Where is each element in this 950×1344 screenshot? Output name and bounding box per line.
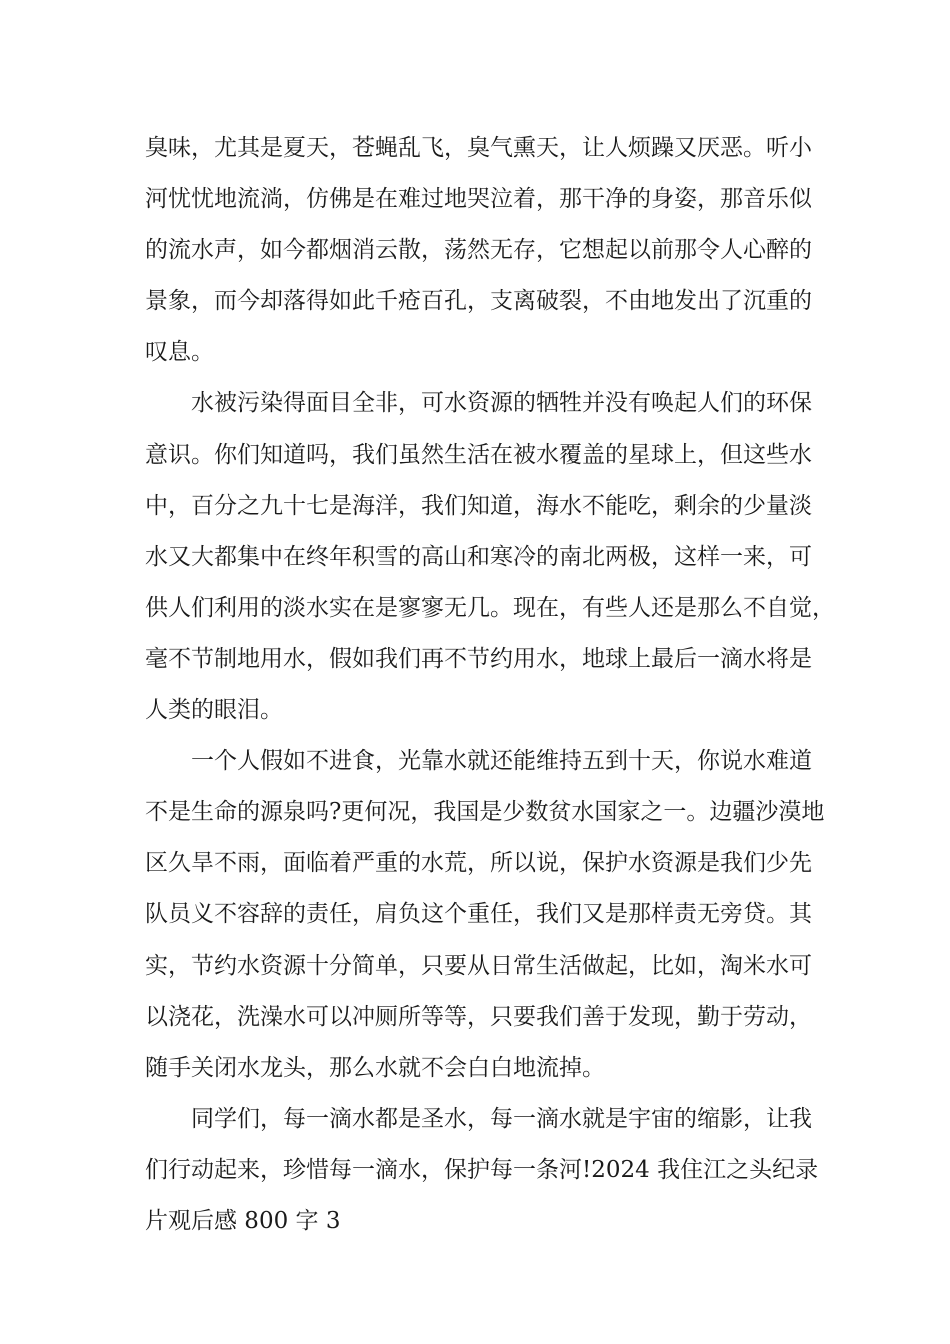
text-line: 片观后感 800 字 3: [145, 1207, 341, 1234]
document-body: [145, 123, 835, 1247]
text-line: 不是生命的源泉吗?更何况，我国是少数贫水国家之一。边疆沙漠地: [145, 799, 825, 826]
text-line: 以浇花，洗澡水可以冲厕所等等，只要我们善于发现，勤于劳动，: [145, 1003, 812, 1030]
text-line: 臭味，尤其是夏天，苍蝇乱飞，臭气熏天，让人烦躁又厌恶。听小: [145, 135, 812, 161]
text-line: 随手关闭水龙头，那么水就不会白白地流掉。: [145, 1054, 605, 1081]
paragraph-1: [145, 123, 812, 378]
text-line: 叹息。: [145, 339, 214, 366]
text-line: 供人们利用的淡水实在是寥寥无几。现在，有些人还是那么不自觉，: [145, 594, 835, 621]
text-line: 同学们，每一滴水都是圣水，每一滴水就是宇宙的缩影，让我: [191, 1105, 812, 1132]
text-line: 河忧忧地流淌，仿佛是在难过地哭泣着，那干净的身姿，那音乐似: [145, 186, 812, 213]
text-line: 的流水声，如今都烟消云散，荡然无存，它想起以前那令人心醉的: [145, 237, 812, 264]
text-line: 景象，而今却落得如此千疮百孔，支离破裂，不由地发出了沉重的: [145, 288, 812, 315]
text-line: 们行动起来，珍惜每一滴水，保护每一条河!2024 我住江之头纪录: [145, 1156, 819, 1183]
text-line: 一个人假如不进食，光靠水就还能维持五到十天，你说水难道: [191, 748, 812, 775]
text-line: 意识。你们知道吗，我们虽然生活在被水覆盖的星球上，但这些水: [145, 441, 812, 468]
paragraph-4: [145, 1094, 819, 1247]
paragraph-3: [145, 736, 825, 1094]
text-line: 水又大都集中在终年积雪的高山和寒冷的南北两极，这样一来，可: [145, 543, 812, 570]
text-line: 实，节约水资源十分简单，只要从日常生活做起，比如，淘米水可: [145, 952, 812, 979]
text-line: 人类的眼泪。: [145, 697, 283, 724]
text-line: 水被污染得面目全非，可水资源的牺牲并没有唤起人们的环保: [191, 390, 812, 417]
text-line: 区久旱不雨，面临着严重的水荒，所以说，保护水资源是我们少先: [145, 850, 812, 877]
text-line: 毫不节制地用水，假如我们再不节约用水，地球上最后一滴水将是: [145, 645, 812, 672]
paragraph-2: [145, 378, 835, 736]
text-line: 中，百分之九十七是海洋，我们知道，海水不能吃，剩余的少量淡: [145, 492, 812, 519]
text-line: 队员义不容辞的责任，肩负这个重任，我们又是那样责无旁贷。其: [145, 901, 812, 928]
